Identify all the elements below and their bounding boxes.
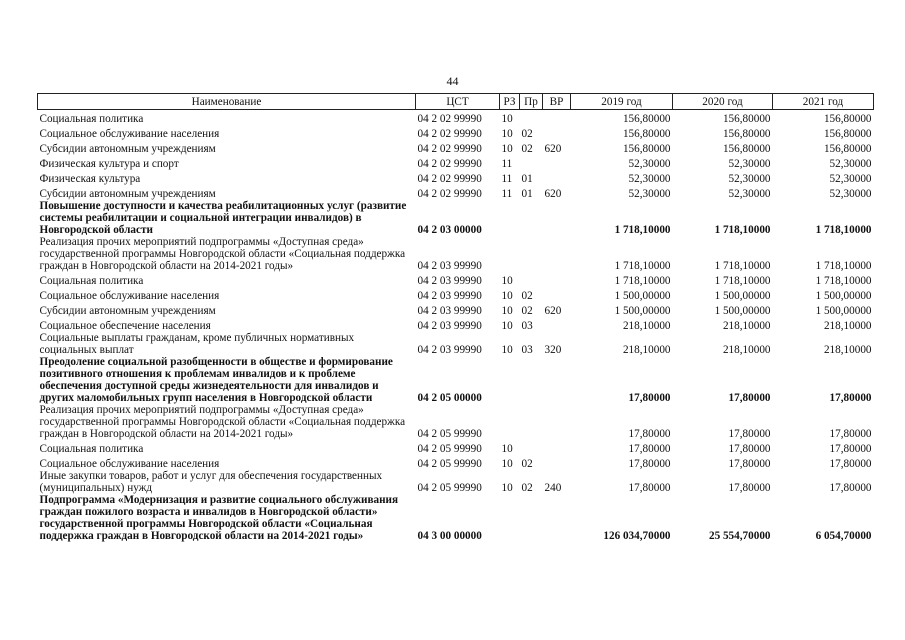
cell-pr xyxy=(520,110,543,126)
cell-rz xyxy=(500,494,520,542)
cell-2019: 156,80000 xyxy=(622,143,671,155)
cell-cst: 04 2 02 99990 xyxy=(417,188,482,200)
cell-pr xyxy=(520,494,543,542)
cell-2019: 1 500,00000 xyxy=(614,305,671,317)
cell-name: Субсидии автономным учреждениям xyxy=(39,188,216,200)
cell-name: Иные закупки товаров, работ и услуг для обеспечения государственных (муниципальных) нужд xyxy=(39,470,383,494)
cell-2019: 218,10000 xyxy=(622,344,671,356)
cell-2020: 1 718,10000 xyxy=(714,224,771,236)
cell-rz: 10 xyxy=(501,344,513,356)
table-body xyxy=(38,110,874,543)
table-row xyxy=(38,200,874,236)
cell-vr xyxy=(543,170,571,185)
cell-cst: 04 2 05 99990 xyxy=(417,458,482,470)
cell-rz: 10 xyxy=(501,458,513,470)
cell-2020: 156,80000 xyxy=(722,143,771,155)
cell-rz: 10 xyxy=(501,305,513,317)
cell-2020: 52,30000 xyxy=(728,158,771,170)
cell-2019: 156,80000 xyxy=(622,128,671,140)
cell-name: Повышение доступности и качества реабилитационных услуг (развитие системы реабилитации и социальной интеграции инвалидов) в Новгородской области xyxy=(39,200,407,236)
cell-2020: 156,80000 xyxy=(722,128,771,140)
cell-cst: 04 2 03 99990 xyxy=(417,260,482,272)
cell-cst: 04 2 02 99990 xyxy=(417,158,482,170)
cell-2021: 218,10000 xyxy=(823,344,872,356)
cell-vr: 240 xyxy=(544,482,562,494)
cell-2021: 17,80000 xyxy=(829,428,872,440)
cell-2020: 1 718,10000 xyxy=(714,260,771,272)
header-vr: ВР xyxy=(543,94,571,110)
cell-vr: 620 xyxy=(544,188,562,200)
cell-2019: 1 718,10000 xyxy=(614,275,671,287)
cell-cst: 04 2 03 99990 xyxy=(417,305,482,317)
cell-rz: 10 xyxy=(501,482,513,494)
cell-name: Физическая культура и спорт xyxy=(39,158,179,170)
cell-2021: 52,30000 xyxy=(829,158,872,170)
cell-cst: 04 2 05 99990 xyxy=(417,443,482,455)
cell-vr: 320 xyxy=(544,344,562,356)
cell-2021: 6 054,70000 xyxy=(815,530,872,542)
cell-2021: 1 718,10000 xyxy=(815,275,872,287)
cell-2021: 156,80000 xyxy=(823,113,872,125)
cell-vr xyxy=(543,356,571,404)
cell-2021: 17,80000 xyxy=(829,392,872,404)
header-name: Наименование xyxy=(38,94,416,110)
table-row xyxy=(38,404,874,440)
cell-2020: 17,80000 xyxy=(728,458,771,470)
cell-cst: 04 2 03 99990 xyxy=(417,320,482,332)
cell-name: Социальные выплаты гражданам, кроме публичных нормативных социальных выплат xyxy=(39,332,355,356)
cell-2020: 25 554,70000 xyxy=(708,530,771,542)
cell-pr: 02 xyxy=(521,482,533,494)
cell-cst: 04 2 05 99990 xyxy=(417,482,482,494)
table-row xyxy=(38,125,874,140)
cell-name: Социальное обеспечение населения xyxy=(39,320,211,332)
cell-2021: 1 500,00000 xyxy=(815,305,872,317)
cell-name: Социальное обслуживание населения xyxy=(39,458,220,470)
cell-2020: 52,30000 xyxy=(728,188,771,200)
cell-name: Преодоление социальной разобщенности в обществе и формирование позитивного отношения к проблемам инвалидов и к проблеме обеспечения доступной среды жизнедеятельности для инвалидов и других маломобильных групп населения в Новгородской области xyxy=(39,356,393,404)
table-row xyxy=(38,272,874,287)
cell-vr xyxy=(543,455,571,470)
cell-name: Субсидии автономным учреждениям xyxy=(39,143,216,155)
table-header-row xyxy=(38,94,874,110)
cell-name: Социальная политика xyxy=(39,275,144,287)
cell-2020: 17,80000 xyxy=(728,443,771,455)
cell-name: Социальная политика xyxy=(39,443,144,455)
cell-cst: 04 2 02 99990 xyxy=(417,128,482,140)
page-number: 44 xyxy=(446,74,459,88)
cell-pr: 03 xyxy=(521,344,533,356)
cell-vr xyxy=(543,155,571,170)
cell-2019: 52,30000 xyxy=(628,188,671,200)
cell-2021: 1 718,10000 xyxy=(815,224,872,236)
cell-rz xyxy=(500,404,520,440)
cell-2020: 1 500,00000 xyxy=(714,290,771,302)
cell-cst: 04 2 03 99990 xyxy=(417,290,482,302)
cell-2021: 156,80000 xyxy=(823,128,872,140)
header-pr: Пр xyxy=(520,94,543,110)
cell-2019: 52,30000 xyxy=(628,158,671,170)
cell-2020: 17,80000 xyxy=(728,392,771,404)
cell-rz xyxy=(500,356,520,404)
cell-name: Социальная политика xyxy=(39,113,144,125)
cell-vr xyxy=(543,494,571,542)
cell-vr xyxy=(543,110,571,126)
header-2021: 2021 год xyxy=(773,94,874,110)
cell-2021: 156,80000 xyxy=(823,143,872,155)
cell-cst: 04 2 05 99990 xyxy=(417,428,482,440)
cell-name: Реализация прочих мероприятий подпрограммы «Доступная среда» государственной программы Новгородской области «Социальная поддержка граждан в Новгородской области на 2014-2021 годы» xyxy=(39,236,406,272)
budget-table xyxy=(37,93,874,542)
cell-vr xyxy=(543,125,571,140)
cell-2019: 17,80000 xyxy=(628,482,671,494)
cell-name: Физическая культура xyxy=(39,173,141,185)
table-row xyxy=(38,440,874,455)
cell-2019: 52,30000 xyxy=(628,173,671,185)
cell-cst: 04 2 02 99990 xyxy=(417,173,482,185)
cell-vr xyxy=(543,236,571,272)
cell-rz: 10 xyxy=(501,443,513,455)
cell-2021: 1 718,10000 xyxy=(815,260,872,272)
cell-pr xyxy=(520,356,543,404)
cell-pr: 02 xyxy=(521,143,533,155)
cell-pr: 02 xyxy=(521,128,533,140)
cell-2019: 1 500,00000 xyxy=(614,290,671,302)
cell-cst: 04 2 02 99990 xyxy=(417,113,482,125)
cell-2019: 17,80000 xyxy=(628,443,671,455)
table-row xyxy=(38,455,874,470)
table-row xyxy=(38,110,874,126)
cell-rz: 11 xyxy=(501,188,513,200)
cell-name: Подпрограмма «Модернизация и развитие социального обслуживания граждан пожилого возраста и инвалидов в Новгородской области» государственной программы Новгородской области «Социальная поддержка граждан в Новгородской области на 2014-2021 годы» xyxy=(39,494,399,542)
cell-rz: 10 xyxy=(501,290,513,302)
table-row xyxy=(38,140,874,155)
cell-rz: 11 xyxy=(501,158,513,170)
cell-rz xyxy=(500,200,520,236)
cell-vr xyxy=(543,287,571,302)
cell-2020: 17,80000 xyxy=(728,428,771,440)
cell-pr xyxy=(520,440,543,455)
cell-2020: 17,80000 xyxy=(728,482,771,494)
cell-rz: 10 xyxy=(501,128,513,140)
cell-2021: 17,80000 xyxy=(829,482,872,494)
cell-pr xyxy=(520,236,543,272)
table-row xyxy=(38,155,874,170)
cell-name: Социальное обслуживание населения xyxy=(39,290,220,302)
cell-2021: 17,80000 xyxy=(829,458,872,470)
cell-vr xyxy=(543,272,571,287)
cell-2020: 156,80000 xyxy=(722,113,771,125)
cell-2021: 52,30000 xyxy=(829,188,872,200)
cell-name: Субсидии автономным учреждениям xyxy=(39,305,216,317)
table-row xyxy=(38,170,874,185)
cell-cst: 04 2 05 00000 xyxy=(417,392,482,404)
table-row xyxy=(38,332,874,356)
table-row xyxy=(38,356,874,404)
cell-2019: 17,80000 xyxy=(628,458,671,470)
table-row xyxy=(38,470,874,494)
cell-2021: 17,80000 xyxy=(829,443,872,455)
cell-2020: 1 500,00000 xyxy=(714,305,771,317)
cell-2019: 17,80000 xyxy=(628,392,671,404)
cell-pr xyxy=(520,200,543,236)
cell-2021: 1 500,00000 xyxy=(815,290,872,302)
cell-rz: 10 xyxy=(501,320,513,332)
cell-rz xyxy=(500,236,520,272)
cell-2020: 218,10000 xyxy=(722,320,771,332)
cell-pr xyxy=(520,272,543,287)
cell-name: Социальное обслуживание населения xyxy=(39,128,220,140)
cell-rz: 10 xyxy=(501,113,513,125)
cell-pr: 01 xyxy=(521,188,533,200)
cell-pr: 02 xyxy=(521,305,533,317)
cell-2021: 218,10000 xyxy=(823,320,872,332)
cell-pr xyxy=(520,155,543,170)
cell-vr: 620 xyxy=(544,143,562,155)
table-row xyxy=(38,236,874,272)
table-row xyxy=(38,302,874,317)
cell-cst: 04 3 00 00000 xyxy=(417,530,482,542)
cell-pr: 02 xyxy=(521,458,533,470)
cell-pr xyxy=(520,404,543,440)
table-row xyxy=(38,317,874,332)
cell-pr: 02 xyxy=(521,290,533,302)
cell-name: Реализация прочих мероприятий подпрограммы «Доступная среда» государственной программы Новгородской области «Социальная поддержка граждан в Новгородской области на 2014-2021 годы» xyxy=(39,404,406,440)
cell-cst: 04 2 03 99990 xyxy=(417,275,482,287)
cell-rz: 10 xyxy=(501,143,513,155)
header-2019: 2019 год xyxy=(571,94,673,110)
cell-vr xyxy=(543,404,571,440)
cell-vr xyxy=(543,317,571,332)
cell-pr: 01 xyxy=(521,173,533,185)
cell-2019: 1 718,10000 xyxy=(614,224,671,236)
cell-cst: 04 2 03 00000 xyxy=(417,224,482,236)
header-rz: РЗ xyxy=(500,94,520,110)
cell-vr: 620 xyxy=(544,305,562,317)
cell-rz: 11 xyxy=(501,173,513,185)
cell-pr: 03 xyxy=(521,320,533,332)
cell-2020: 1 718,10000 xyxy=(714,275,771,287)
header-cst: ЦСТ xyxy=(416,94,500,110)
table-row xyxy=(38,494,874,542)
table-row xyxy=(38,185,874,200)
cell-2020: 218,10000 xyxy=(722,344,771,356)
cell-2019: 218,10000 xyxy=(622,320,671,332)
cell-2019: 126 034,70000 xyxy=(603,530,671,542)
cell-2020: 52,30000 xyxy=(728,173,771,185)
cell-2019: 17,80000 xyxy=(628,428,671,440)
cell-2019: 156,80000 xyxy=(622,113,671,125)
cell-cst: 04 2 02 99990 xyxy=(417,143,482,155)
cell-2021: 52,30000 xyxy=(829,173,872,185)
cell-vr xyxy=(543,440,571,455)
cell-vr xyxy=(543,200,571,236)
cell-rz: 10 xyxy=(501,275,513,287)
header-2020: 2020 год xyxy=(673,94,773,110)
cell-cst: 04 2 03 99990 xyxy=(417,344,482,356)
cell-2019: 1 718,10000 xyxy=(614,260,671,272)
table-row xyxy=(38,287,874,302)
